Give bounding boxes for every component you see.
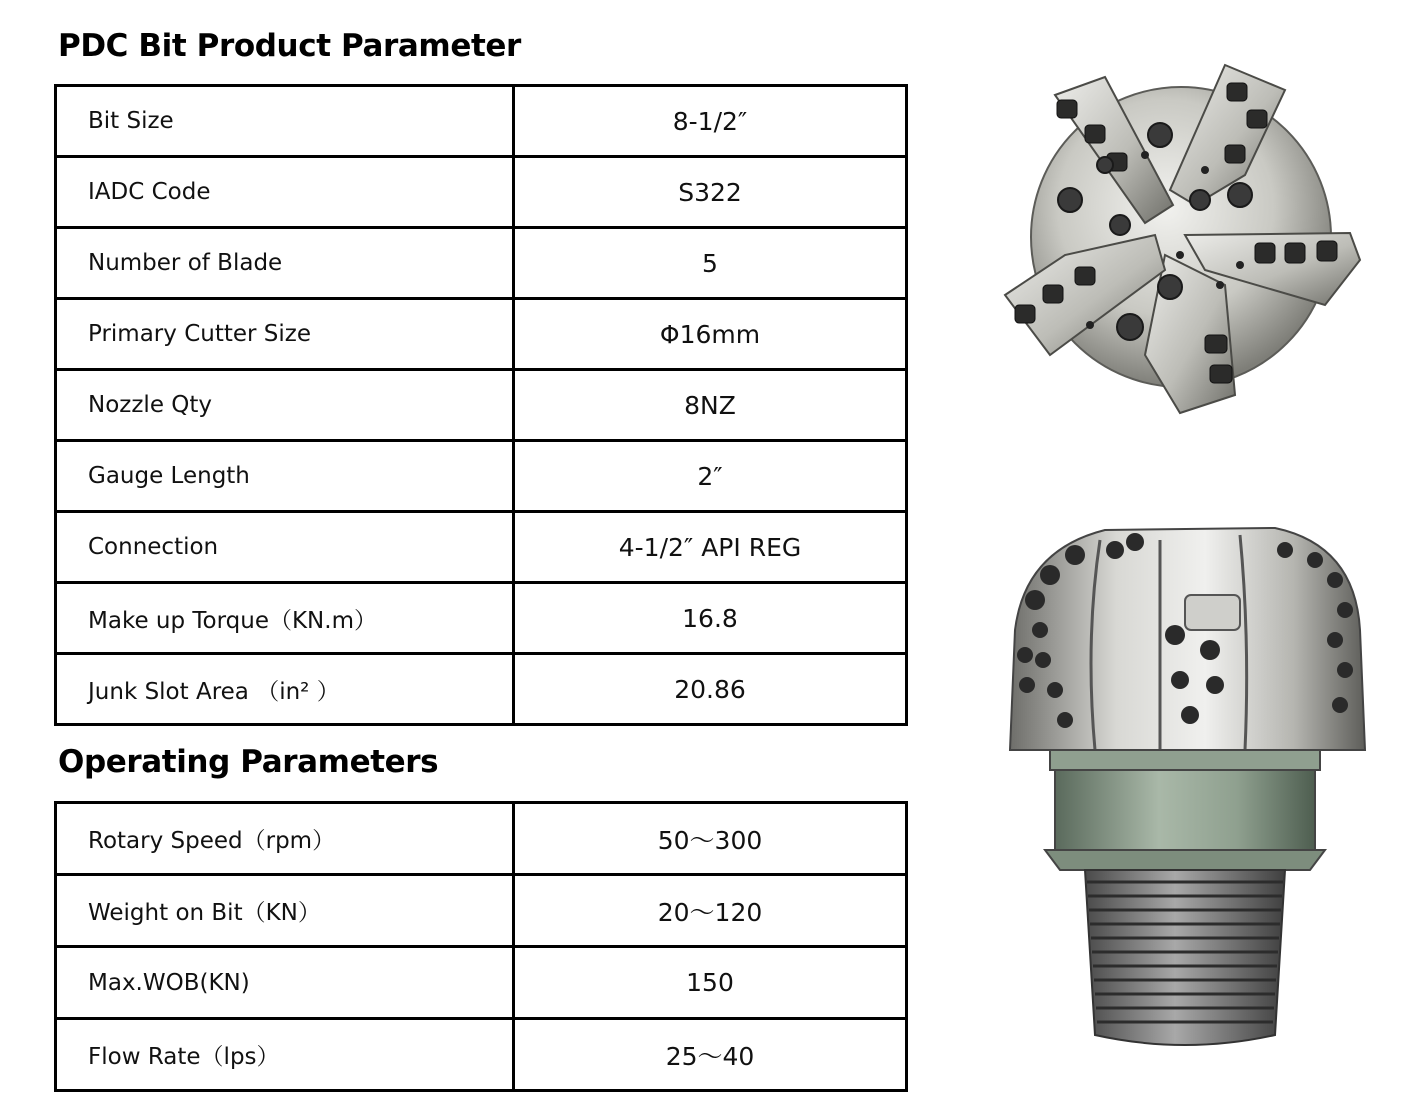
param-label: IADC Code (56, 157, 514, 228)
table-row (56, 228, 907, 299)
table-row (56, 441, 907, 512)
param-label: Number of Blade (56, 228, 514, 299)
param-value: 150 (514, 947, 907, 1019)
param-value: S322 (514, 157, 907, 228)
table-row (56, 583, 907, 654)
table-row (56, 875, 907, 947)
param-value: 20～120 (514, 875, 907, 947)
pdc-bit-side-view-image (995, 520, 1375, 1060)
param-value: 8NZ (514, 370, 907, 441)
param-value: 50～300 (514, 803, 907, 875)
table-row (56, 947, 907, 1019)
param-label: Make up Torque（KN.m） (56, 583, 514, 654)
operating-parameter-table (54, 801, 908, 1092)
operating-parameters-title: Operating Parameters (58, 744, 439, 780)
param-value: 4-1/2″ API REG (514, 512, 907, 583)
table-row (56, 803, 907, 875)
param-label: Connection (56, 512, 514, 583)
param-label: Weight on Bit（KN） (56, 875, 514, 947)
param-label: Rotary Speed（rpm） (56, 803, 514, 875)
param-value: Φ16mm (514, 299, 907, 370)
product-parameter-table (54, 84, 908, 726)
table-row (56, 86, 907, 157)
param-label: Bit Size (56, 86, 514, 157)
table-row (56, 157, 907, 228)
table-row (56, 654, 907, 725)
table-row (56, 370, 907, 441)
param-label: Gauge Length (56, 441, 514, 512)
param-value: 2″ (514, 441, 907, 512)
param-label: Max.WOB(KN) (56, 947, 514, 1019)
param-value: 8-1/2″ (514, 86, 907, 157)
param-value: 20.86 (514, 654, 907, 725)
param-value: 5 (514, 228, 907, 299)
product-parameter-title: PDC Bit Product Parameter (58, 28, 521, 64)
table-row (56, 299, 907, 370)
param-label: Flow Rate（lps） (56, 1019, 514, 1091)
table-row (56, 512, 907, 583)
param-value: 16.8 (514, 583, 907, 654)
param-label: Nozzle Qty (56, 370, 514, 441)
table-row (56, 1019, 907, 1091)
param-value: 25～40 (514, 1019, 907, 1091)
param-label: Junk Slot Area （in² ） (56, 654, 514, 725)
pdc-bit-top-view-image (995, 55, 1367, 420)
param-label: Primary Cutter Size (56, 299, 514, 370)
